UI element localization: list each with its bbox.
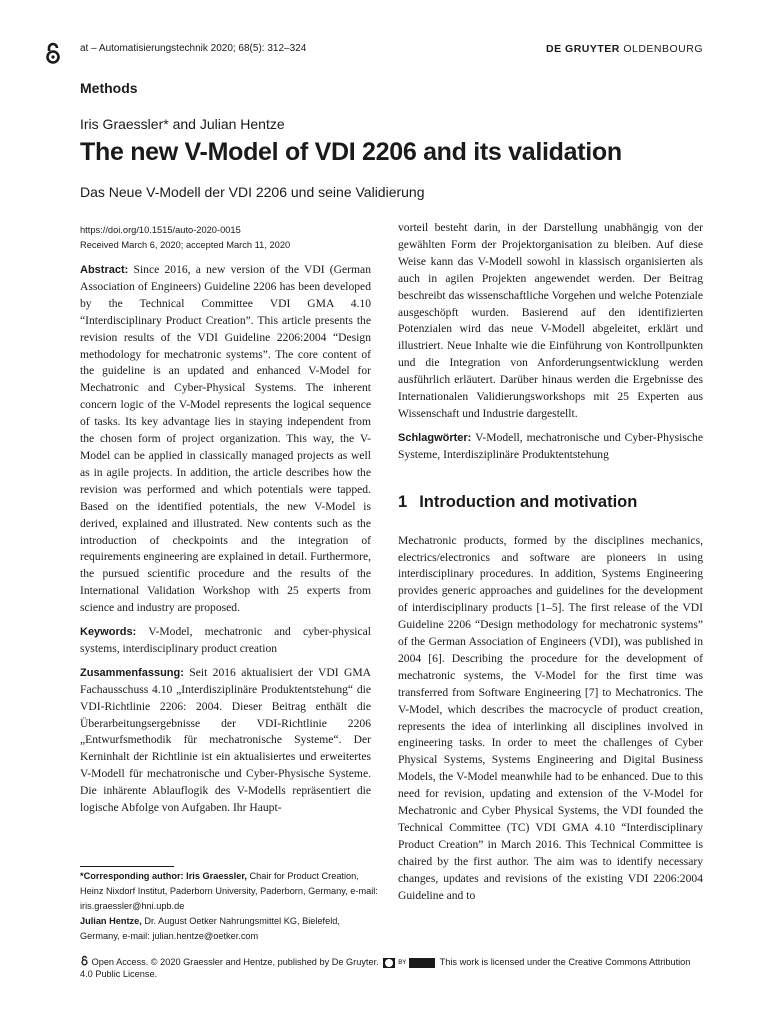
schlagwoerter-label: Schlagwörter:	[398, 431, 472, 444]
keywords	[80, 624, 371, 658]
section-heading	[398, 494, 703, 511]
right-column	[398, 220, 703, 905]
intro-paragraph: Mechatronic products, formed by the disciplines mechanics, electrics/electronics and software are pioneers in using interdisciplinary procedures. In addition, Systems Engineering provides generic approaches and guidelines for the development of interdisciplinary products [1–5]. The first release of the VDI Guideline 2206 “Design methodology for mechatronic systems” of the German Association of Engineers (VDI), was published in 2004 [6]. Describing the procedure for the development of mechatronic systems, the V-Model for the first time was transferred from Software Engineering [7] to Mechatronics. The V-Model, which describes the macrocycle of product creation, represents the idea of interlinking all disciplines involved in engineering tasks. In order to meet the challenges of Cyber Physical Systems, Systems Engineering and Digital Business Models, the V-Model meanwhile had to be enhanced. Due to this need for revision, updating and extension of the V-Model for Mechatronic and Cyber Physical Systems, the VDI founded the Technical Committee (TC) VDI GMA 4.10 “Interdisciplinary Product Creation” in March 2016. This Technical Committee is chaired by the first author. The aim was to identify necessary changes, updates and revisions of the existing VDI 2206:2004 Guideline and to	[398, 533, 703, 902]
open-access-icon	[43, 41, 63, 65]
running-head: at – Automatisierungstechnik 2020; 68(5): 312–324	[80, 43, 307, 54]
left-column	[80, 262, 371, 817]
corresponding-author-label: *Corresponding author: Iris Graessler,	[80, 871, 247, 881]
publisher-logo	[546, 43, 703, 55]
abstract-text: Since 2016, a new version of the VDI (German Association of Engineers) Guideline 2206 has been developed by the Technical Committee VDI GMA 4.10 “Interdisciplinary Product Creation”. This article presents the revision results of the VDI Guideline 2206:2004 “Design methodology for mechatronic systems”. The core content of the guideline is an updated and enhanced V-Model for Mechatronic and Cyber-Physical Systems. The inherent concern logic of the V-Model represents the logical sequence of tasks. Its key advantage lies in staying independent from the chosen form of project organization. This way, the V-Model can be applied in classically managed projects as well as in agile projects. In addition, the article describes how the revision was performed and which potentials were tapped. Based on the identified potentials, the new V-Model is derived, explained and illustrated. New contents such as the introduction of checkpoints and the integration of requirements engineering are explained in detail. Furthermore, the pursued scientific procedure and the results of the International Validation Workshop with 25 experts from science and industry are proposed.	[80, 263, 372, 615]
article-meta	[80, 223, 290, 253]
abstract-label: Abstract:	[80, 264, 129, 276]
abstract	[80, 262, 371, 617]
keywords-text: V-Model, mechatronic and cyber-physical systems, interdisciplinary product creation	[80, 625, 371, 655]
corresponding-author-text: Chair for Product Creation, Heinz Nixdorf Institut, Paderborn University, Paderborn, Germany, e-mail: iris.graessler@hni.upb.de	[80, 871, 378, 911]
open-access-small-icon	[80, 955, 89, 966]
article-authors: Iris Graessler* and Julian Hentze	[80, 116, 285, 132]
schlagwoerter	[398, 430, 703, 464]
article-title: The new V-Model of VDI 2206 and its validation	[80, 138, 622, 166]
footnote	[80, 869, 380, 944]
zusammenfassung	[80, 665, 371, 817]
publisher-name: DE GRUYTER	[546, 43, 620, 55]
article-subtitle: Das Neue V-Modell der VDI 2206 und seine Validierung	[80, 184, 425, 200]
section-number: 1	[398, 492, 408, 511]
keywords-label: Keywords:	[80, 626, 137, 639]
doi-link[interactable]: https://doi.org/10.1515/auto-2020-0015	[80, 225, 241, 235]
zusammenfassung-label: Zusammenfassung:	[80, 666, 184, 679]
zusammenfassung-text: Seit 2016 aktualisiert der VDI GMA Fachausschuss 4.10 „Interdisziplinäre Produktentstehung“ die VDI-Richtlinie 2206: 2004. Dieser Beitrag enthält die Überarbeitungsergebnisse der VDI-Richtlinie 2206 „Entwurfsmethodik für mechatronische Systeme“. Der Kerninhalt der Richtlinie ist ein aktualisiertes und erweitertes V-Modell für mechatronische und Cyber-Physische Systeme. Die inhärente Ablauflogik des V-Modells repräsentiert die logische Abfolge von Aufgaben. Ihr Haupt-	[80, 665, 372, 815]
section-title: Introduction and motivation	[419, 492, 638, 511]
schlagwoerter-text: V-Modell, mechatronische und Cyber-Physische Systeme, Interdisziplinäre Produktentstehung	[398, 430, 703, 461]
license-text-1: Open Access. © 2020 Graessler and Hentze, published by De Gruyter.	[91, 957, 379, 967]
cc-by-icon[interactable]: BY	[383, 958, 435, 968]
footnote-rule	[80, 866, 174, 867]
license-note	[80, 955, 705, 980]
received-dates: Received March 6, 2020; accepted March 11, 2020	[80, 240, 291, 250]
publisher-imprint: OLDENBOURG	[623, 43, 703, 55]
license-text-2: This work is licensed under the Creative Commons Attribution 4.0 Public License.	[80, 957, 691, 979]
zusammenfassung-continued: vorteil besteht darin, in der Darstellung unabhängig von der gewählten Form der Projektorganisation zu bleiben. Auf diese Weise kann das V-Modell sowohl in klassisch organisierten als auch in agilen Projekten angewendet werden. Der Beitrag beschreibt das wissenschaftliche Vorgehen und welche Potenziale ausgeschöpft wurden. Basierend auf den identifizierten Potenzialen wird das neue V-Modell abgeleitet, erklärt und illustriert. Neue Inhalte wie die Einführung von Kontrollpunkten und die Integration von Anforderungsentwicklung werden ausführlich erläutert. Darüber hinaus werden die Ergebnisse des Internationalen Validierungsworkshops mit 25 Experten aus Wissenschaft und Industrie dargestellt.	[398, 221, 703, 420]
second-author-label: Julian Hentze,	[80, 916, 142, 926]
section-label: Methods	[80, 80, 138, 96]
second-author-text: Dr. August Oetker Nahrungsmittel KG, Bielefeld, Germany, e-mail: julian.hentze@oetker.com	[80, 916, 340, 941]
